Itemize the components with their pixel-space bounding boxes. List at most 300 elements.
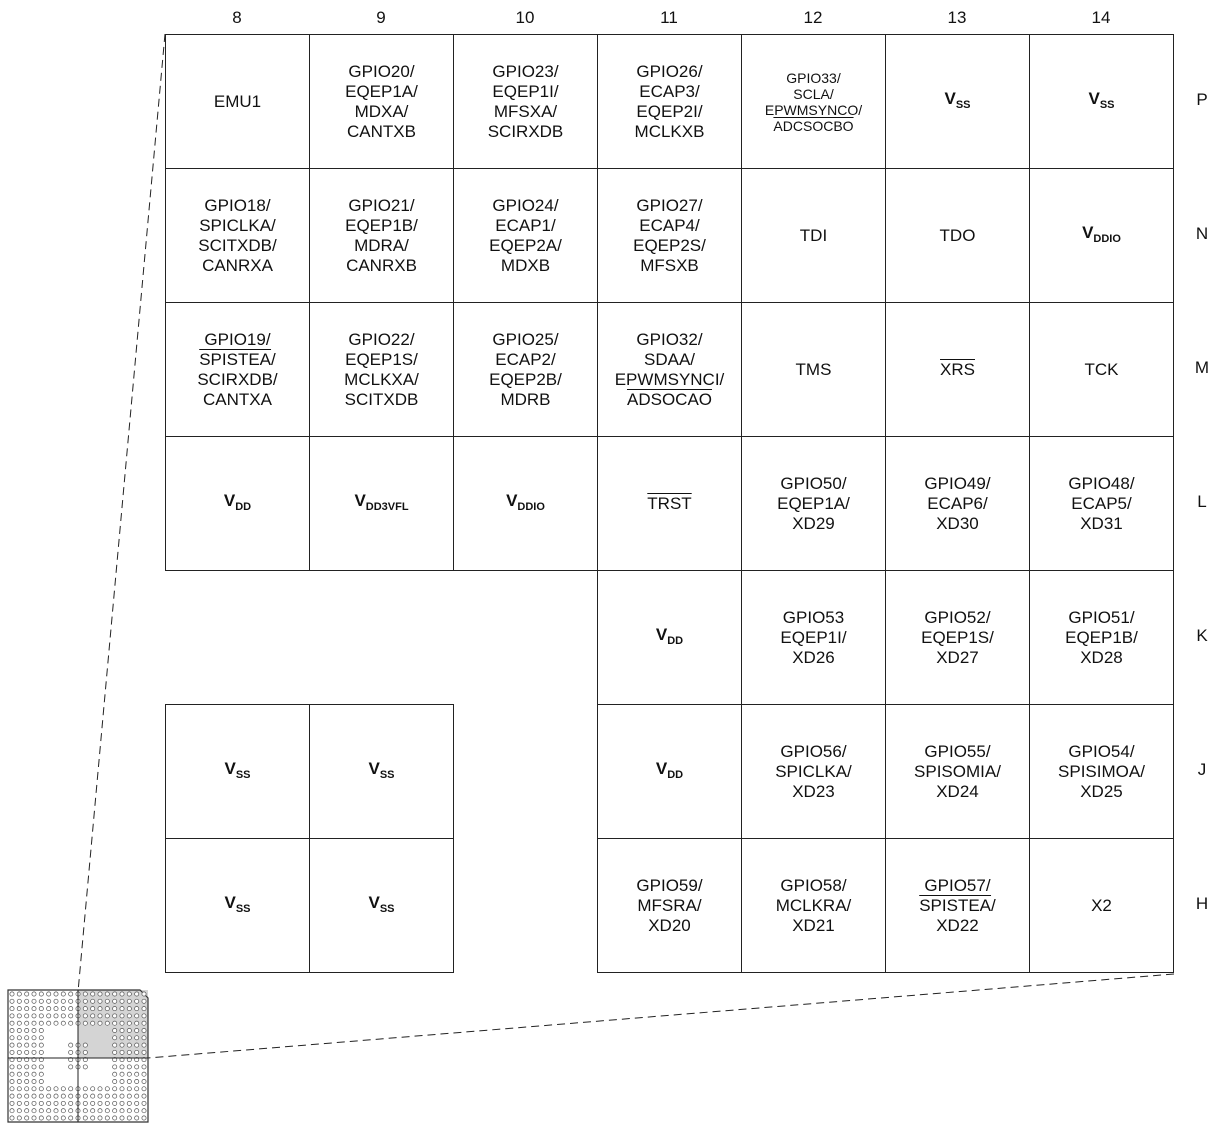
- ball-dot: [83, 992, 87, 996]
- ball-dot: [127, 1050, 131, 1054]
- ball-dot: [61, 1087, 65, 1091]
- ball-dot: [32, 1087, 36, 1091]
- ball-dot: [17, 1036, 21, 1040]
- ball-dot: [142, 999, 146, 1003]
- ball-dot: [113, 992, 117, 996]
- signal-name: XD27: [936, 647, 979, 667]
- ball-dot: [69, 1043, 73, 1047]
- ball-dot: [142, 1101, 146, 1105]
- signal-name: SCITXDB/: [198, 235, 277, 255]
- ball-dot: [47, 1014, 51, 1018]
- ball-dot: [25, 1050, 29, 1054]
- signal-name: MDXB: [500, 255, 551, 275]
- ball-dot: [10, 1072, 14, 1076]
- ball-dot: [61, 1101, 65, 1105]
- signal-name: GPIO25/: [492, 329, 559, 349]
- signal-name: GPIO23/: [492, 61, 559, 81]
- ball-dot: [83, 1094, 87, 1098]
- ball-dot: [10, 1094, 14, 1098]
- signal-name: MFSRA/: [637, 895, 702, 915]
- ball-dot: [25, 1079, 29, 1083]
- ball-dot: [120, 999, 124, 1003]
- ball-dot: [91, 1007, 95, 1011]
- ball-dot: [135, 999, 139, 1003]
- ball-dot: [17, 1116, 21, 1120]
- ball-dot: [113, 1050, 117, 1054]
- ball-dot: [127, 1007, 131, 1011]
- ball-dot: [120, 1014, 124, 1018]
- ball-dot: [17, 1028, 21, 1032]
- ball-dot: [39, 1101, 43, 1105]
- signal-name: GPIO55/: [924, 741, 991, 761]
- ball-dot: [135, 1094, 139, 1098]
- row-label-H: H: [1195, 894, 1209, 913]
- signal-name: EQEP1I/: [780, 627, 847, 647]
- signal-name: MFSXA/: [493, 101, 558, 121]
- ball-dot: [61, 992, 65, 996]
- signal-name: GPIO54/: [1068, 741, 1135, 761]
- ball-dot: [32, 1014, 36, 1018]
- signal-name: SPISIMOA/: [1058, 761, 1145, 781]
- ball-dot: [10, 1014, 14, 1018]
- ball-dot: [83, 1007, 87, 1011]
- power-pin-label: $V_{SS}$: [1088, 88, 1115, 111]
- ball-dot: [91, 1116, 95, 1120]
- ball-dot: [32, 1116, 36, 1120]
- ball-dot: [113, 1043, 117, 1047]
- signal-name: $\overline{XRS}$: [940, 359, 975, 379]
- ball-dot: [135, 1101, 139, 1105]
- leader-line: [78, 34, 165, 992]
- ball-dot: [142, 1036, 146, 1040]
- ball-dot: [135, 1109, 139, 1113]
- ball-dot: [98, 1014, 102, 1018]
- ball-dot: [39, 1007, 43, 1011]
- ball-dot: [61, 1094, 65, 1098]
- ball-dot: [69, 1021, 73, 1025]
- signal-name: ECAP3/: [639, 81, 700, 101]
- ball-dot: [127, 1036, 131, 1040]
- ball-dot: [113, 1036, 117, 1040]
- signal-name: TCK: [1084, 359, 1119, 379]
- ball-dot: [83, 1043, 87, 1047]
- signal-name: EQEP2S/: [633, 235, 706, 255]
- ball-dot: [39, 1036, 43, 1040]
- ball-dot: [69, 1014, 73, 1018]
- ball-dot: [120, 992, 124, 996]
- column-label-13: 13: [947, 8, 967, 27]
- column-label-9: 9: [376, 8, 386, 27]
- ball-dot: [135, 1072, 139, 1076]
- ball-dot: [69, 1109, 73, 1113]
- ball-dot: [98, 1109, 102, 1113]
- ball-dot: [39, 1065, 43, 1069]
- ball-dot: [10, 1079, 14, 1083]
- ball-dot: [54, 1101, 58, 1105]
- ball-dot: [135, 1116, 139, 1120]
- ball-dot: [10, 1007, 14, 1011]
- signal-name: GPIO32/: [636, 329, 703, 349]
- ball-dot: [120, 1007, 124, 1011]
- ball-dot: [17, 992, 21, 996]
- signal-name: GPIO21/: [348, 195, 415, 215]
- row-label-N: N: [1195, 224, 1209, 243]
- ball-dot: [25, 1072, 29, 1076]
- ball-dot: [105, 1101, 109, 1105]
- ball-dot: [98, 1021, 102, 1025]
- ball-dot: [120, 1050, 124, 1054]
- ball-dot: [10, 1065, 14, 1069]
- ball-dot: [25, 1028, 29, 1032]
- ball-dot: [32, 1072, 36, 1076]
- signal-name: SDAA/: [643, 349, 696, 369]
- ball-dot: [127, 1014, 131, 1018]
- ball-dot: [142, 1087, 146, 1091]
- ball-dot: [25, 1094, 29, 1098]
- ball-dot: [120, 1109, 124, 1113]
- ball-dot: [105, 1021, 109, 1025]
- ball-dot: [127, 1028, 131, 1032]
- ball-dot: [61, 1014, 65, 1018]
- ball-dot: [17, 1094, 21, 1098]
- signal-name: SPICLKA/: [775, 761, 852, 781]
- ball-dot: [25, 999, 29, 1003]
- signal-name: XD20: [648, 915, 691, 935]
- signal-name: CANTXA: [203, 389, 272, 409]
- power-pin-label: $V_{DD}$: [655, 758, 684, 781]
- signal-name: MDRB: [500, 389, 551, 409]
- signal-name: SCITXDB: [344, 389, 419, 409]
- ball-dot: [25, 1036, 29, 1040]
- ball-dot: [135, 1087, 139, 1091]
- ball-dot: [39, 1043, 43, 1047]
- ball-dot: [32, 1079, 36, 1083]
- ball-dot: [61, 1007, 65, 1011]
- ball-dot: [61, 999, 65, 1003]
- row-label-M: M: [1194, 358, 1210, 377]
- signal-name: MDRA/: [354, 235, 409, 255]
- ball-dot: [113, 999, 117, 1003]
- ball-dot: [69, 1050, 73, 1054]
- signal-name: CANRXA: [202, 255, 273, 275]
- signal-name: ECAP5/: [1071, 493, 1132, 513]
- ball-dot: [142, 1116, 146, 1120]
- ball-dot: [142, 1094, 146, 1098]
- ball-dot: [32, 992, 36, 996]
- ball-dot: [135, 1050, 139, 1054]
- ball-dot: [113, 1101, 117, 1105]
- ball-dot: [105, 992, 109, 996]
- power-pin-label: $V_{DD3VFL}$: [354, 490, 409, 513]
- ball-dot: [47, 1021, 51, 1025]
- ball-dot: [25, 1043, 29, 1047]
- power-pin-label: $V_{SS}$: [368, 758, 395, 781]
- row-label-L: L: [1197, 492, 1207, 511]
- power-pin-label: $V_{SS}$: [224, 892, 251, 915]
- ball-dot: [83, 1101, 87, 1105]
- ball-dot: [54, 1021, 58, 1025]
- signal-name: GPIO22/: [348, 329, 415, 349]
- ball-dot: [91, 1101, 95, 1105]
- ball-dot: [17, 1101, 21, 1105]
- ball-dot: [17, 1021, 21, 1025]
- ball-dot: [91, 999, 95, 1003]
- ball-dot: [25, 1065, 29, 1069]
- ball-dot: [69, 1116, 73, 1120]
- ball-dot: [25, 1014, 29, 1018]
- signal-name: GPIO20/: [348, 61, 415, 81]
- signal-name: MCLKXA/: [344, 369, 419, 389]
- signal-name: XD23: [792, 781, 835, 801]
- signal-name: CANRXB: [346, 255, 417, 275]
- ball-dot: [83, 999, 87, 1003]
- ball-dot: [120, 1036, 124, 1040]
- row-label-P: P: [1196, 90, 1208, 109]
- signal-name: SCLA/: [793, 85, 834, 102]
- ball-dot: [39, 1072, 43, 1076]
- ball-dot: [83, 1065, 87, 1069]
- ball-dot: [25, 1021, 29, 1025]
- signal-name: EPWMSYNCO/: [764, 101, 863, 118]
- ball-dot: [39, 1116, 43, 1120]
- ball-dot: [127, 1116, 131, 1120]
- ball-dot: [83, 1050, 87, 1054]
- signal-name: SCIRXDB/: [197, 369, 278, 389]
- ball-dot: [83, 1116, 87, 1120]
- ball-dot: [25, 992, 29, 996]
- signal-name: SPICLKA/: [199, 215, 276, 235]
- ball-dot: [91, 1087, 95, 1091]
- signal-name: ECAP6/: [927, 493, 988, 513]
- ball-dot: [47, 992, 51, 996]
- leader-line: [148, 974, 1174, 1058]
- ball-dot: [54, 1094, 58, 1098]
- signal-name: XD31: [1080, 513, 1123, 533]
- ball-dot: [142, 1109, 146, 1113]
- ball-dot: [47, 1094, 51, 1098]
- signal-name: EQEP1B/: [1065, 627, 1138, 647]
- ball-dot: [17, 1050, 21, 1054]
- signal-name: XD21: [792, 915, 835, 935]
- signal-name: GPIO18/: [204, 195, 271, 215]
- signal-name: TDI: [799, 225, 828, 245]
- signal-name: ECAP1/: [495, 215, 556, 235]
- ball-dot: [135, 992, 139, 996]
- ball-dot: [39, 1014, 43, 1018]
- ball-dot: [142, 1043, 146, 1047]
- ball-dot: [32, 1109, 36, 1113]
- ball-dot: [54, 992, 58, 996]
- signal-name: EQEP1S/: [345, 349, 418, 369]
- ball-dot: [142, 1065, 146, 1069]
- ball-dot: [113, 1109, 117, 1113]
- ball-dot: [69, 1065, 73, 1069]
- ball-dot: [69, 999, 73, 1003]
- ball-dot: [135, 1043, 139, 1047]
- ball-dot: [113, 1014, 117, 1018]
- row-label-J: J: [1197, 760, 1207, 779]
- row-label-K: K: [1196, 626, 1208, 645]
- ball-dot: [135, 1079, 139, 1083]
- ball-dot: [113, 1065, 117, 1069]
- ball-dot: [25, 1101, 29, 1105]
- ball-dot: [17, 1087, 21, 1091]
- ball-dot: [127, 1065, 131, 1069]
- ball-dot: [39, 1079, 43, 1083]
- signal-name: XD22: [936, 915, 979, 935]
- power-pin-label: $V_{DD}$: [223, 490, 252, 513]
- ball-dot: [127, 992, 131, 996]
- ball-dot: [105, 1014, 109, 1018]
- ball-dot: [10, 1087, 14, 1091]
- ball-dot: [32, 1036, 36, 1040]
- signal-name: EQEP1A/: [345, 81, 418, 101]
- signal-name: GPIO27/: [636, 195, 703, 215]
- signal-name: XD28: [1080, 647, 1123, 667]
- ball-dot: [25, 1007, 29, 1011]
- ball-dot: [135, 1028, 139, 1032]
- power-pin-label: $V_{SS}$: [224, 758, 251, 781]
- ball-dot: [10, 1050, 14, 1054]
- signal-name: ECAP2/: [495, 349, 556, 369]
- ball-dot: [135, 1065, 139, 1069]
- ball-dot: [142, 992, 146, 996]
- ball-dot: [25, 1087, 29, 1091]
- ball-dot: [113, 1094, 117, 1098]
- ball-dot: [32, 1094, 36, 1098]
- ball-dot: [17, 1079, 21, 1083]
- ball-dot: [69, 1007, 73, 1011]
- ball-dot: [39, 1028, 43, 1032]
- signal-name: GPIO57/: [924, 875, 991, 895]
- ball-dot: [83, 1087, 87, 1091]
- ball-dot: [69, 1087, 73, 1091]
- ball-dot: [91, 1014, 95, 1018]
- ball-dot: [69, 1101, 73, 1105]
- signal-name: MCLKXB: [634, 121, 705, 141]
- ball-dot: [10, 1021, 14, 1025]
- signal-name: GPIO52/: [924, 607, 991, 627]
- ball-dot: [54, 1109, 58, 1113]
- ball-dot: [142, 1014, 146, 1018]
- ball-dot: [10, 1036, 14, 1040]
- ball-dot: [120, 1065, 124, 1069]
- ball-dot: [69, 1094, 73, 1098]
- ball-dot: [91, 1021, 95, 1025]
- signal-name: EPWMSYNCI/: [614, 369, 725, 389]
- ball-dot: [61, 1109, 65, 1113]
- ball-dot: [113, 1079, 117, 1083]
- ball-dot: [127, 1094, 131, 1098]
- ball-dot: [61, 1116, 65, 1120]
- ball-dot: [127, 1101, 131, 1105]
- column-label-12: 12: [803, 8, 823, 27]
- power-pin-label: $V_{SS}$: [944, 88, 971, 111]
- signal-name: GPIO49/: [924, 473, 991, 493]
- signal-name: TMS: [795, 359, 832, 379]
- signal-name: ADCSOCBO: [773, 117, 854, 134]
- ball-dot: [47, 1116, 51, 1120]
- ball-dot: [98, 1116, 102, 1120]
- signal-name: GPIO48/: [1068, 473, 1135, 493]
- ball-dot: [54, 1116, 58, 1120]
- ball-dot: [120, 1094, 124, 1098]
- ball-dot: [98, 1007, 102, 1011]
- ball-dot: [98, 1094, 102, 1098]
- ball-dot: [32, 1050, 36, 1054]
- ball-dot: [17, 1065, 21, 1069]
- ball-dot: [127, 1079, 131, 1083]
- signal-name: EMU1: [213, 91, 262, 111]
- ball-dot: [83, 1109, 87, 1113]
- signal-name: GPIO59/: [636, 875, 703, 895]
- ball-dot: [135, 1014, 139, 1018]
- signal-name: EQEP1I/: [492, 81, 559, 101]
- signal-name: XD26: [792, 647, 835, 667]
- signal-name: TRST: [647, 493, 692, 513]
- ball-dot: [10, 999, 14, 1003]
- signal-name: EQEP2A/: [489, 235, 562, 255]
- power-pin-label: $V_{DDIO}$: [506, 490, 545, 513]
- signal-name: GPIO19/: [204, 329, 271, 349]
- ball-dot: [54, 1007, 58, 1011]
- ball-dot: [120, 1101, 124, 1105]
- ball-dot: [127, 1021, 131, 1025]
- ball-dot: [10, 1028, 14, 1032]
- ball-dot: [17, 999, 21, 1003]
- ball-dot: [39, 992, 43, 996]
- signal-name: GPIO58/: [780, 875, 847, 895]
- signal-name: GPIO26/: [636, 61, 703, 81]
- ball-dot: [17, 1109, 21, 1113]
- signal-name: EQEP1A/: [777, 493, 850, 513]
- ball-dot: [91, 1109, 95, 1113]
- signal-name: EQEP1B/: [345, 215, 418, 235]
- ball-dot: [127, 1109, 131, 1113]
- signal-name: GPIO56/: [780, 741, 847, 761]
- ball-dot: [47, 1007, 51, 1011]
- power-pin-label: $V_{DDIO}$: [1082, 222, 1121, 245]
- ball-dot: [105, 999, 109, 1003]
- ball-dot: [142, 1079, 146, 1083]
- signal-name: GPIO33/: [786, 69, 841, 86]
- ball-dot: [135, 1021, 139, 1025]
- ball-dot: [113, 1028, 117, 1032]
- ball-dot: [47, 1087, 51, 1091]
- signal-name: GPIO51/: [1068, 607, 1135, 627]
- ball-dot: [113, 1021, 117, 1025]
- signal-name: XD25: [1080, 781, 1123, 801]
- ball-dot: [39, 1021, 43, 1025]
- signal-name: EQEP2B/: [489, 369, 562, 389]
- ball-dot: [105, 1087, 109, 1091]
- ball-dot: [113, 1072, 117, 1076]
- ball-dot: [25, 1116, 29, 1120]
- ball-dot: [113, 1087, 117, 1091]
- signal-name: TDO: [939, 225, 976, 245]
- ball-dot: [17, 1043, 21, 1047]
- ball-dot: [32, 1007, 36, 1011]
- signal-name: X2: [1091, 895, 1112, 915]
- signal-name: SPISTEA/: [919, 895, 996, 915]
- ball-dot: [17, 1007, 21, 1011]
- ball-dot: [98, 999, 102, 1003]
- ball-dot: [32, 1101, 36, 1105]
- ball-dot: [47, 999, 51, 1003]
- column-label-10: 10: [515, 8, 535, 27]
- ball-dot: [98, 1101, 102, 1105]
- ball-dot: [113, 1116, 117, 1120]
